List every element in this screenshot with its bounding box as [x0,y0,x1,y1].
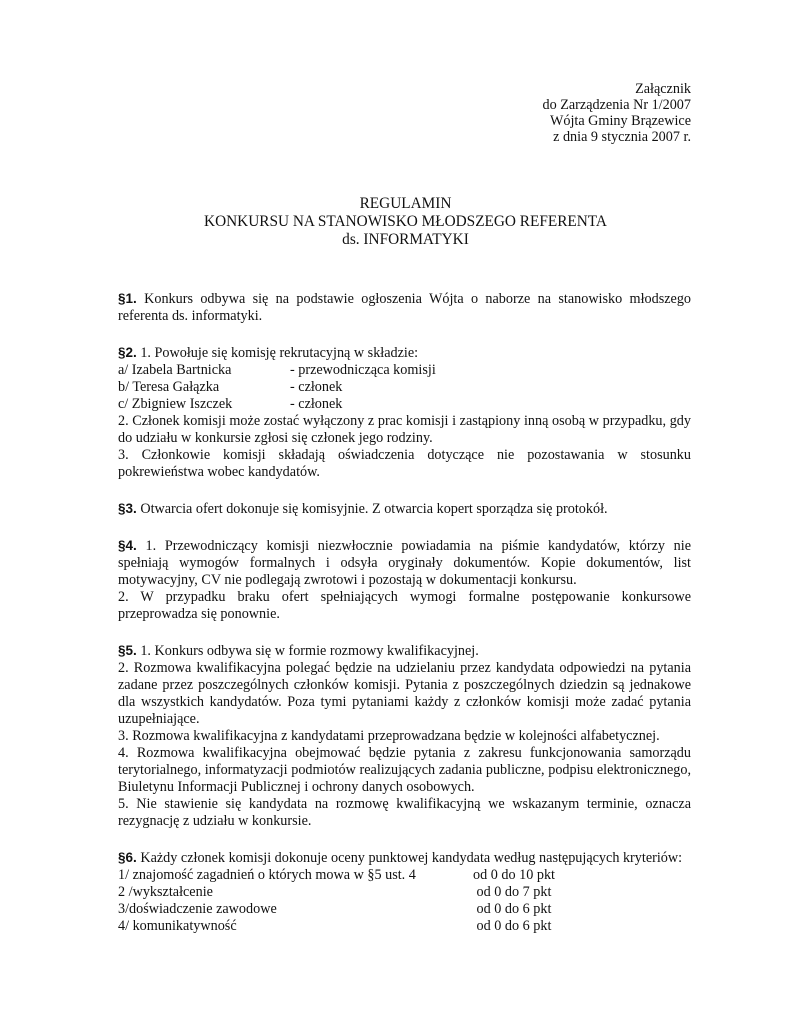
section-1 [118,290,691,325]
document-title [0,195,791,249]
section-1-symbol: §1. [118,291,137,306]
member-name: c/ Zbigniew Iszczek [118,396,233,412]
section-1-text: §1. Konkurs odbywa się na podstawie ogłoszenia Wójta o naborze na stanowisko młodszego referenta ds. informatyki. [118,291,692,324]
section-2 [118,344,691,481]
criterion-score: od 0 do 6 pkt [476,918,552,934]
attachment-line: Załącznik [635,81,691,97]
section-5 [118,642,691,830]
committee-member [118,396,691,413]
section-4-paragraph-2: 2. W przypadku braku ofert spełniających wymogi formalne postępowanie konkursowe przeprowadza się ponownie. [118,589,691,622]
criterion-score: od 0 do 10 pkt [473,867,555,883]
section-5-paragraph-3: 3. Rozmowa kwalifikacyjna z kandydatami przeprowadzana będzie w kolejności alfabetycznej. [118,728,660,744]
criterion-name: 4/ komunikatywność [118,918,237,934]
section-2-symbol: §2. [118,345,137,360]
member-role: - członek [290,379,343,395]
section-2-paragraph-2: 2. Członek komisji może zostać wyłączony z prac komisji i zastąpiony inną osobą w przypadku, gdy do udziału w konkursie zgłosi się członek jego rodziny. [118,413,691,446]
title-line-1: REGULAMIN [359,195,452,212]
attachment-line: z dnia 9 stycznia 2007 r. [553,129,691,145]
title-line-2: KONKURSU NA STANOWISKO MŁODSZEGO REFERENTA [204,213,607,230]
criterion-row [118,884,691,901]
document-body [118,290,691,954]
section-3-symbol: §3. [118,501,137,516]
section-3-text: §3. Otwarcia ofert dokonuje się komisyjnie. Z otwarcia kopert sporządza się protokół. [118,501,608,517]
criterion-score: od 0 do 7 pkt [476,884,552,900]
section-6-symbol: §6. [118,850,137,865]
section-2-intro: §2. 1. Powołuje się komisję rekrutacyjną w składzie: [118,345,419,361]
criterion-name: 1/ znajomość zagadnień o których mowa w §5 ust. 4 [118,867,416,883]
criterion-row [118,901,691,918]
section-5-paragraph-4: 4. Rozmowa kwalifikacyjna obejmować będzie pytania z zakresu funkcjonowania samorządu terytorialnego, informatyzacji podmiotów realizujących zadania publiczne, podpisu elektronicznego, Biuletynu Informacji Publicznej i ochrony danych osobowych. [118,745,691,795]
attachment-line: do Zarządzenia Nr 1/2007 [542,97,691,113]
section-4 [118,537,691,623]
member-name: a/ Izabela Bartnicka [118,362,232,378]
member-name: b/ Teresa Gałązka [118,379,220,395]
section-5-paragraph-2: 2. Rozmowa kwalifikacyjna polegać będzie na udzielaniu przez kandydata odpowiedzi na pytania zadane przez poszczególnych członków komisji. Pytania z poszczególnych dziedzin są jednakowe dla wszystkich kandydatów. Poza tymi pytaniami każdy z członków komisji może zadać pytania uzupełniające. [118,660,691,727]
committee-member [118,362,691,379]
member-role: - przewodnicząca komisji [290,362,436,378]
section-5-symbol: §5. [118,643,137,658]
criterion-name: 3/doświadczenie zawodowe [118,901,277,917]
attachment-line: Wójta Gminy Brązewice [549,113,691,129]
committee-member [118,379,691,396]
attachment-header [450,81,691,145]
section-5-paragraph-1: §5. 1. Konkurs odbywa się w formie rozmowy kwalifikacyjnej. [118,643,479,659]
section-3 [118,500,691,518]
section-5-paragraph-5: 5. Nie stawienie się kandydata na rozmowę kwalifikacyjną we wskazanym terminie, oznacza rezygnację z udziału w konkursie. [118,796,691,829]
section-6-intro: §6. Każdy członek komisji dokonuje oceny punktowej kandydata według następujących kryteriów: [118,850,683,866]
criterion-row [118,918,691,935]
section-2-paragraph-3: 3. Członkowie komisji składają oświadczenia dotyczące nie pozostawania w stosunku pokrewieństwa wobec kandydatów. [118,447,691,480]
section-6 [118,849,691,935]
section-4-paragraph-1: §4. 1. Przewodniczący komisji niezwłocznie powiadamia na piśmie kandydatów, którzy nie spełniają wymogów formalnych i odsyła oryginały dokumentów. Kopie dokumentów, list motywacyjny, CV nie podlegają zwrotowi i pozostają w dokumentacji konkursu. [118,538,691,588]
criterion-score: od 0 do 6 pkt [476,901,552,917]
criterion-row [118,867,691,884]
criterion-name: 2 /wykształcenie [118,884,213,900]
title-line-3: ds. INFORMATYKI [342,231,469,248]
member-role: - członek [290,396,343,412]
section-4-symbol: §4. [118,538,137,553]
